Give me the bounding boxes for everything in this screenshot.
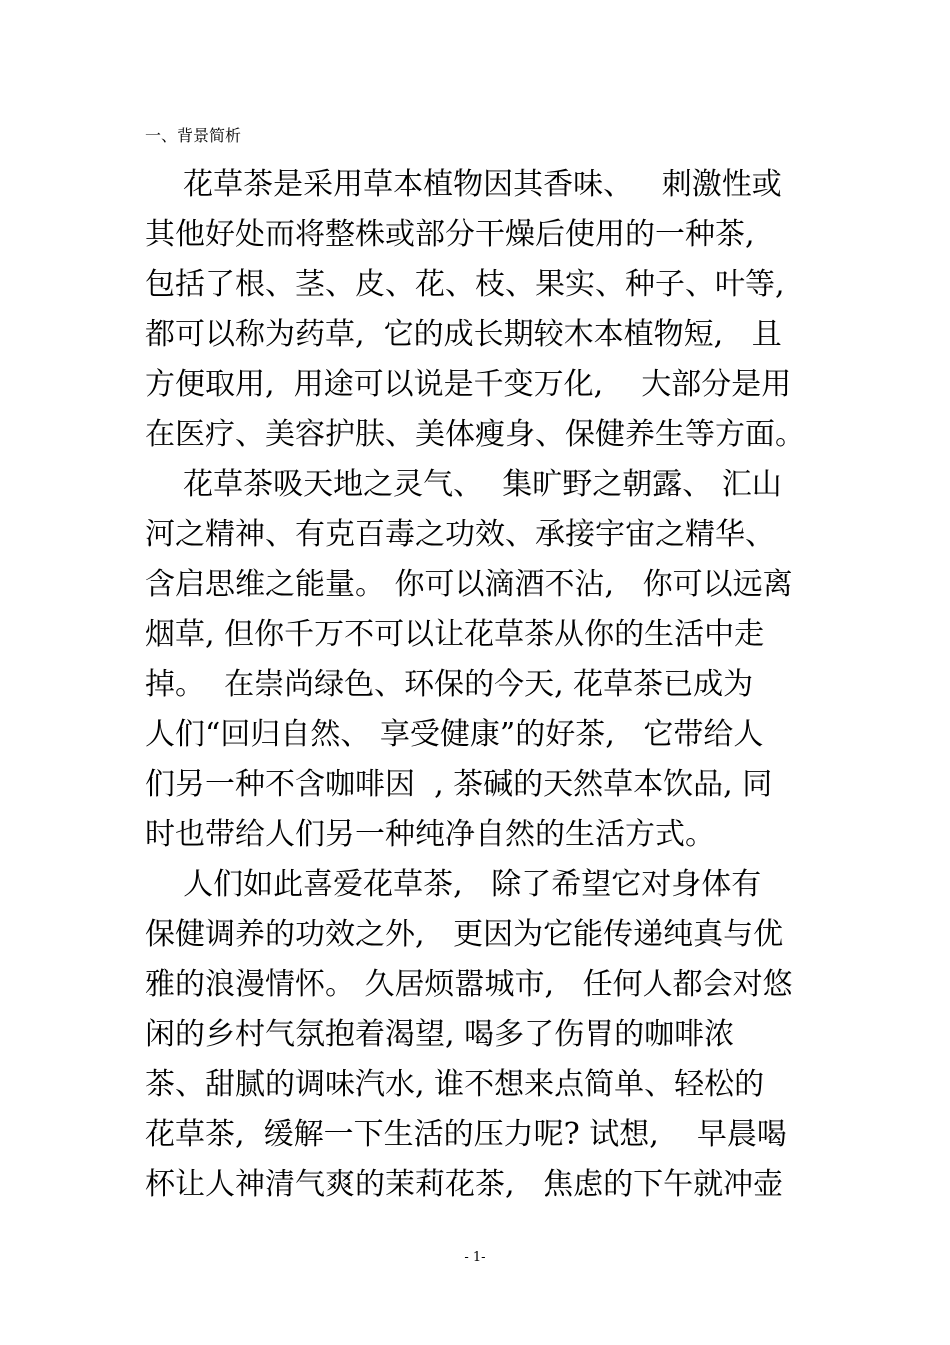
text-line: 杯让人神清气爽的茉莉花茶, 焦虑的下午就冲壶 [145,1167,784,1202]
text-line: 包括了根、茎、皮、花、枝、果实、种子、叶等, [145,267,785,302]
text-line: 时也带给人们另一种纯净自然的生活方式。 [145,817,715,852]
paragraph-3 [145,860,815,1210]
text-line: 在医疗、美容护肤、美体瘦身、保健养生等方面。 [145,417,805,452]
text-line: 花草茶, 缓解一下生活的压力呢? 试想, 早晨喝 [145,1117,787,1152]
body-text [145,160,815,1210]
text-line: 方便取用, 用途可以说是千变万化, 大部分是用 [145,367,792,402]
text-line: 雅的浪漫情怀。 久居烦嚣城市, 任何人都会对悠 [145,967,793,1002]
text-line: 人们如此喜爱花草茶, 除了希望它对身体有 [145,867,762,902]
text-line: 花草茶吸天地之灵气、 集旷野之朝露、 汇山 [145,467,782,502]
text-line: 花草茶是采用草本植物因其香味、 刺激性或 [145,167,782,202]
text-line: 河之精神、有克百毒之功效、承接宇宙之精华、 [145,517,775,552]
text-line: 保健调养的功效之外, 更因为它能传递纯真与优 [145,917,784,952]
page-number: - 1- [464,1250,486,1265]
text-line: 掉。 在崇尚绿色、环保的今天, 花草茶已成为 [145,667,754,702]
text-line: 们另一种不含咖啡因 , 茶碱的天然草本饮品, 同 [145,767,773,802]
text-line: 人们“回归自然、 享受健康”的好茶, 它带给人 [145,717,764,752]
paragraph-2 [145,460,815,860]
text-line: 其他好处而将整株或部分干燥后使用的一种茶, [145,217,755,252]
text-line: 含启思维之能量。 你可以滴酒不沾, 你可以远离 [145,567,793,602]
section-heading: 一、背景简析 [145,126,242,145]
text-line: 都可以称为药草, 它的成长期较木本植物短, 且 [145,317,782,352]
text-line: 茶、甜腻的调味汽水, 谁不想来点简单、轻松的 [145,1067,765,1102]
text-line: 烟草, 但你千万不可以让花草茶从你的生活中走 [145,617,765,652]
text-line: 闲的乡村气氛抱着渴望, 喝多了伤胃的咖啡浓 [145,1017,735,1052]
paragraph-1 [145,160,815,460]
